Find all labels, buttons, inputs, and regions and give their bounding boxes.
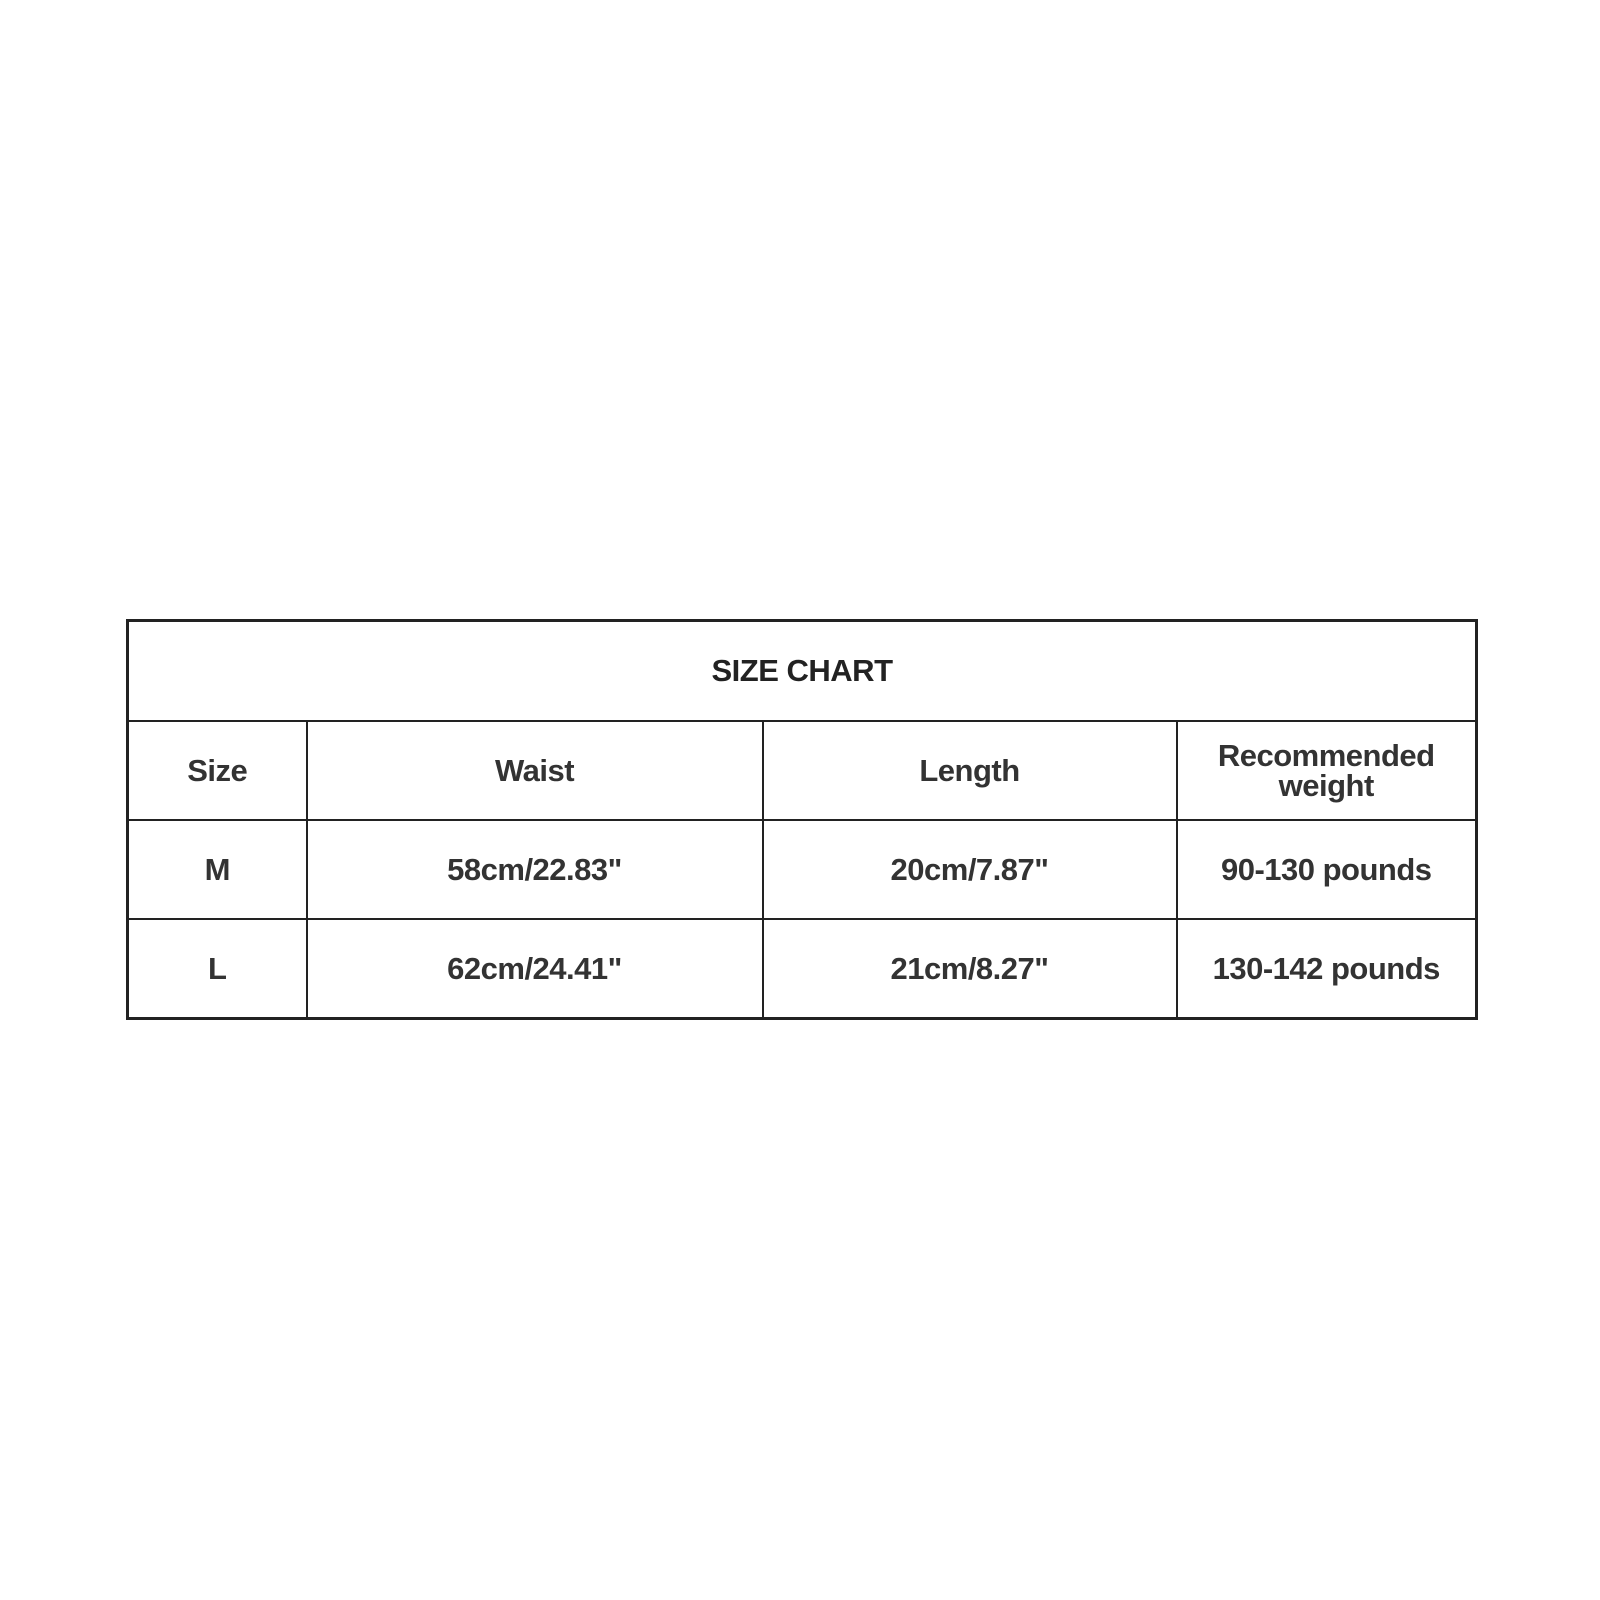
size-chart-table <box>126 619 1478 1020</box>
cell-waist: 62cm/24.41" <box>307 919 763 1019</box>
header-recommended-weight: Recommended weight <box>1177 721 1477 820</box>
cell-weight: 130-142 pounds <box>1177 919 1477 1019</box>
header-size: Size <box>128 721 307 820</box>
cell-waist: 58cm/22.83" <box>307 820 763 919</box>
header-row <box>128 721 1477 820</box>
table-title: SIZE CHART <box>128 621 1477 722</box>
title-row <box>128 621 1477 722</box>
header-waist: Waist <box>307 721 763 820</box>
table-row <box>128 820 1477 919</box>
cell-size: L <box>128 919 307 1019</box>
cell-length: 21cm/8.27" <box>763 919 1177 1019</box>
cell-size: M <box>128 820 307 919</box>
cell-weight: 90-130 pounds <box>1177 820 1477 919</box>
table-row <box>128 919 1477 1019</box>
cell-length: 20cm/7.87" <box>763 820 1177 919</box>
header-length: Length <box>763 721 1177 820</box>
